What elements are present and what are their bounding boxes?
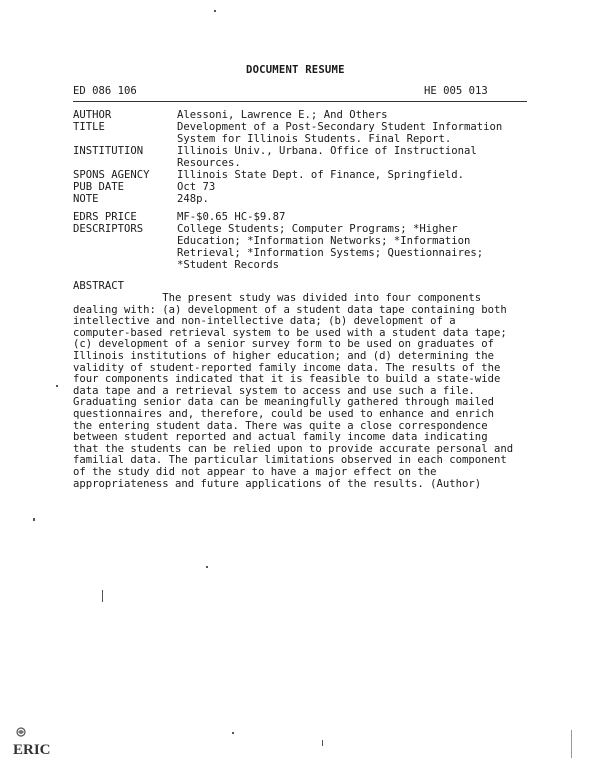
scan-speck: [322, 740, 323, 746]
field-value-title-line-1: Development of a Post-Secondary Student Information: [177, 121, 503, 133]
abstract-line: appropriateness and future applications of the results. (Author): [73, 477, 482, 490]
abstract-line: the entering student data. There was quite a close correspondence: [73, 419, 488, 432]
scan-speck: [214, 10, 216, 12]
field-value-title-line-2: System for Illinois Students. Final Report.: [177, 133, 452, 145]
field-value-institution-line-2: Resources.: [177, 157, 241, 169]
field-value-spons-agency: Illinois State Dept. of Finance, Springfield.: [177, 169, 465, 181]
scan-speck: [571, 730, 572, 758]
abstract-line: validity of student-reported family income data. The results of the: [73, 361, 501, 374]
header-rule: [73, 101, 527, 102]
field-label-institution: INSTITUTION: [73, 145, 144, 157]
abstract-line: intellective and non-intellective data; (b) development of a: [73, 315, 456, 328]
abstract-line: data tape and a retrieval system to access and use such a file.: [73, 384, 475, 397]
field-label-descriptors: DESCRIPTORS: [73, 223, 144, 235]
field-value-note: 248p.: [177, 193, 209, 205]
field-label-note: NOTE: [73, 193, 99, 205]
eric-logo-icon: [12, 726, 51, 758]
scan-speck: [232, 732, 234, 734]
scan-speck: [33, 518, 35, 521]
field-value-pub-date: Oct 73: [177, 181, 216, 193]
field-value-descriptors-line-3: Retrieval; *Information Systems; Questionnaires;: [177, 247, 484, 259]
field-value-edrs-price: MF-$0.65 HC-$9.87: [177, 211, 286, 223]
abstract-line: Illinois institutions of higher education; and (d) determining the: [73, 349, 494, 362]
field-label-edrs-price: EDRS PRICE: [73, 211, 137, 223]
field-value-descriptors-line-1: College Students; Computer Programs; *Higher: [177, 223, 458, 235]
abstract-line: (c) development of a senior survey form to be used on graduates of: [73, 338, 494, 351]
field-value-descriptors-line-2: Education; *Information Networks; *Information: [177, 235, 471, 247]
abstract-line: of the study did not appear to have a major effect on the: [73, 465, 437, 478]
abstract-line: dealing with: (a) development of a student data tape containing both: [73, 303, 507, 316]
abstract-label: ABSTRACT: [73, 280, 125, 292]
abstract-line: between student reported and actual family income data indicating: [73, 431, 488, 444]
abstract-line: Graduating senior data can be meaningfully gathered through mailed: [73, 396, 494, 409]
abstract-body: [73, 293, 533, 490]
abstract-line: computer-based retrieval system to be used with a student data tape;: [73, 326, 507, 339]
field-value-institution-line-1: Illinois Univ., Urbana. Office of Instructional: [177, 145, 477, 157]
abstract-line: The present study was divided into four components: [73, 292, 482, 304]
he-number: HE 005 013: [424, 85, 488, 97]
field-label-author: AUTHOR: [73, 109, 112, 121]
ed-number: ED 086 106: [73, 85, 137, 97]
abstract-line: that the students can be relied upon to provide accurate personal and: [73, 442, 514, 455]
field-label-pub-date: PUB DATE: [73, 181, 125, 193]
scan-speck: [56, 385, 58, 387]
eric-logo-text: ERIC: [13, 742, 51, 758]
scan-speck: [206, 566, 208, 568]
field-label-spons-agency: SPONS AGENCY: [73, 169, 150, 181]
abstract-line: familial data. The particular limitations observed in each component: [73, 454, 507, 467]
abstract-line: four components indicated that it is feasible to build a state-wide: [73, 373, 501, 386]
field-value-author: Alessoni, Lawrence E.; And Others: [177, 109, 388, 121]
field-value-descriptors-line-4: *Student Records: [177, 259, 280, 271]
abstract-line: questionnaires and, therefore, could be used to enhance and enrich: [73, 407, 494, 420]
scan-speck: [102, 590, 103, 602]
eric-logo: [12, 726, 51, 758]
field-label-title: TITLE: [73, 121, 105, 133]
document-title: DOCUMENT RESUME: [246, 64, 345, 76]
